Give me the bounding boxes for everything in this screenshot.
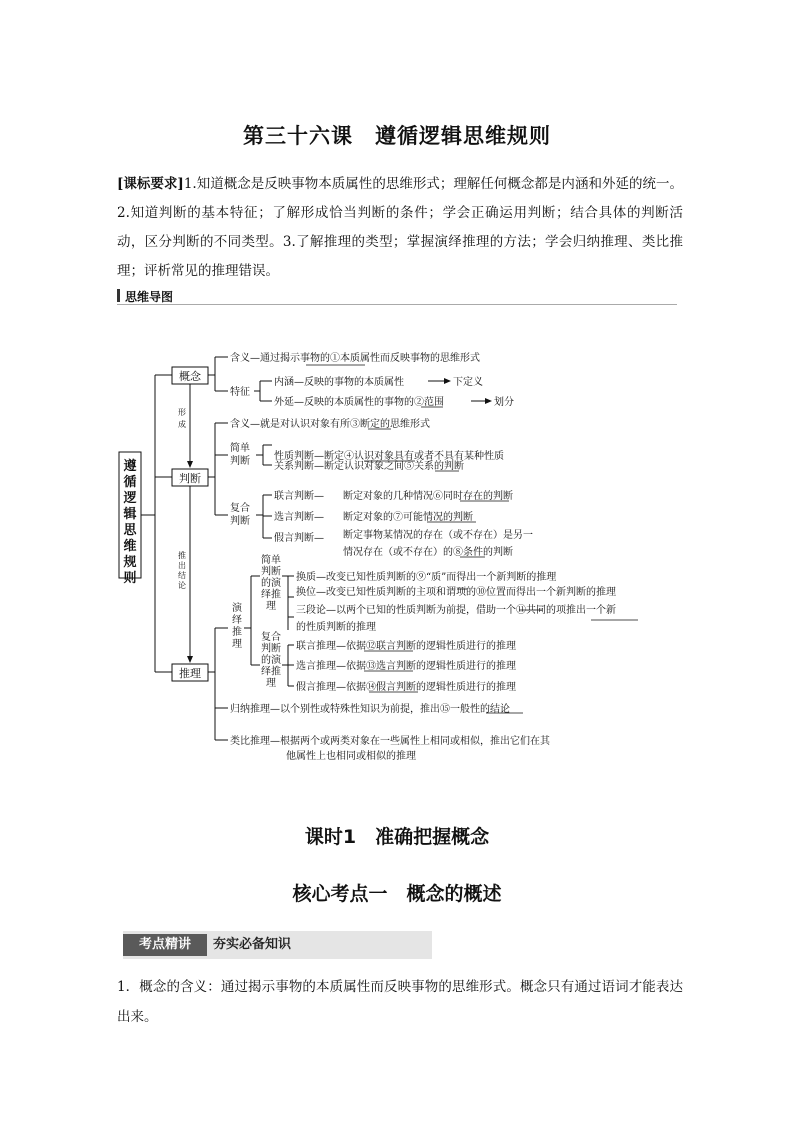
concept-meaning: 含义—通过揭示事物的①本质属性而反映事物的思维形式 (230, 353, 480, 364)
simple-judgment-label: 简单判断 (230, 443, 250, 467)
hypothetical-desc-2: 情况存在（或不存在）的⑧条件的判断 (343, 547, 513, 558)
mindmap-header-label: 思维导图 (125, 290, 174, 304)
analogy-reasoning-line-1: 类比推理—根据两个或两类对象在一些属性上相同或相似，推出它们在其 (230, 736, 550, 747)
divide-text: 划分 (494, 397, 514, 408)
concept-feature-label: 特征 (230, 387, 250, 398)
class-title: 课时1 准确把握概念 (304, 826, 490, 848)
disjunctive-judgment: 选言判断— (274, 512, 324, 523)
concept-definition-paragraph: 1．概念的含义：通过揭示事物的本质属性而反映事物的思维形式。概念只有通过语词才能表达出来。 (117, 979, 683, 1025)
exam-point-badge (123, 931, 432, 959)
extension-text: 外延—反映的本质属性的事物的②范围 (274, 397, 444, 408)
syllogism-line-1: 三段论—以两个已知的性质判断为前提，借助一个⑪共同的项推出一个新 (296, 605, 616, 616)
compound-deductive-label: 复合判断的演绎推理 (261, 632, 281, 689)
derive-label: 推出结论 (178, 551, 186, 590)
compound-judgment-label: 复合判断 (230, 503, 250, 527)
section-bar-icon (117, 289, 120, 302)
judgment-label: 判断 (179, 472, 201, 485)
requirements-tag: [课标要求] (117, 176, 184, 192)
badge-light-label: 夯实必备知识 (213, 937, 292, 952)
curriculum-requirements (117, 170, 683, 286)
simple-deductive-label: 简单判断的演绎推理 (261, 555, 281, 612)
core-point-title: 核心考点一 概念的概述 (292, 883, 502, 905)
disjunctive-desc: 断定对象的⑦可能情况的判断 (343, 512, 473, 523)
inductive-reasoning: 归纳推理—以个别性或特殊性知识为前提，推出⑮一般性的结论 (230, 704, 510, 715)
concept-label: 概念 (179, 370, 201, 383)
conjunctive-judgment: 联言判断— (274, 491, 324, 502)
conversion-position: 换位—改变已知性质判断的主项和谓项的⑩位置而得出一个新判断的推理 (296, 587, 616, 598)
hypothetical-judgment: 假言判断— (274, 533, 324, 544)
judgment-meaning: 含义—就是对认识对象有所③断定的思维形式 (230, 419, 430, 430)
disjunctive-reasoning: 选言推理—依据⑬选言判断的逻辑性质进行的推理 (296, 661, 516, 672)
define-text: 下定义 (453, 377, 483, 388)
conversion-quality: 换质—改变已知性质判断的⑨“质”而得出一个新判断的推理 (296, 572, 557, 583)
badge-dark-label: 考点精讲 (123, 934, 207, 956)
mind-map-diagram (0, 340, 794, 770)
mindmap-section-header (117, 288, 677, 305)
lesson-title: 第三十六课 遵循逻辑思维规则 (243, 124, 551, 148)
analogy-reasoning-line-2: 他属性上也相同或相似的推理 (286, 751, 416, 762)
root-label (122, 458, 137, 586)
deductive-label: 演绎推理 (232, 603, 242, 650)
property-judgment: 性质判断—断定④认识对象具有或者不具有某种性质 (274, 451, 504, 462)
relation-judgment: 关系判断—断定认识对象之间⑤关系的判断 (274, 461, 464, 472)
form-label: 形成 (178, 408, 186, 429)
syllogism-line-2: 的性质判断的推理 (296, 622, 376, 633)
reasoning-label: 推理 (179, 667, 201, 680)
conjunctive-reasoning: 联言推理—依据⑫联言判断的逻辑性质进行的推理 (296, 641, 516, 652)
connotation-text: 内涵—反映的事物的本质属性 (274, 377, 404, 388)
hypothetical-reasoning: 假言推理—依据⑭假言判断的逻辑性质进行的推理 (296, 682, 516, 693)
conjunctive-desc: 断定对象的几种情况⑥同时存在的判断 (343, 491, 513, 502)
requirements-text: 1.知道概念是反映事物本质属性的思维形式；理解任何概念都是内涵和外延的统一。2.知道判断的基本特征；了解形成恰当判断的条件；学会正确运用判断；结合具体的判断活动，区分判断的不同类型。3.了解推理的类型；掌握演绎推理的方法；学会归纳推理、类比推理；评析常见的推理错误。 (117, 176, 683, 279)
svg-text:遵循逻辑思维规则: 遵循逻辑思维规则 (123, 459, 137, 586)
hypothetical-desc-1: 断定事物某情况的存在（或不存在）是另一 (343, 530, 533, 541)
